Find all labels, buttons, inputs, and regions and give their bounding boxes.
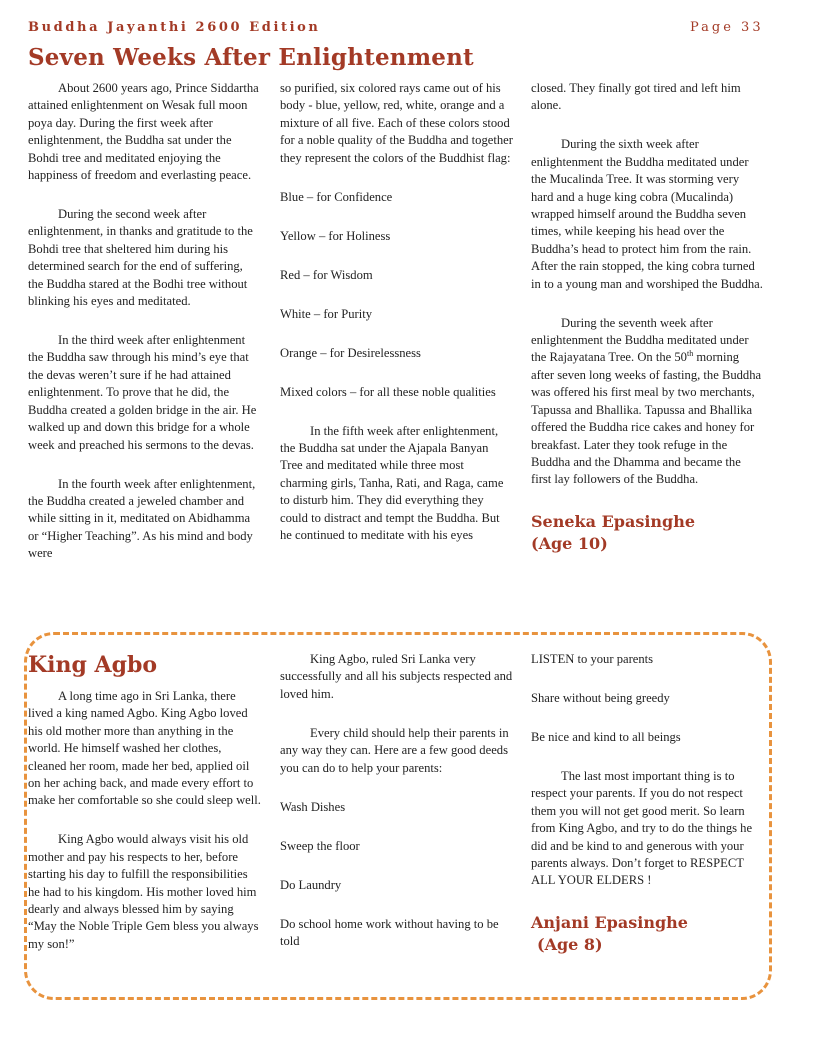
paragraph: In the fifth week after enlightenment, the Buddha sat under the Ajapala Banyan Tree and meditated while three most charming girls, Tanha, Rati, and Raga, came to disturb him. They did everything they could to distract and tempt the Buddha. But he continued to meditate with his eyes — [280, 423, 504, 543]
paragraph: so purified, six colored rays came out of his body - blue, yellow, red, white, orange and a mixture of all five. Each of these colors stood for a noble quality of the Buddha and together they represent the colors of the Buddhist flag: — [280, 81, 513, 165]
author-name: Seneka Epasinghe — [531, 511, 696, 531]
paragraph: closed. They finally got tired and left him alone. — [531, 81, 741, 113]
paragraph — [531, 315, 764, 489]
paragraph: King Agbo, ruled Sri Lanka very successfully and all his subjects respected and loved him. — [280, 652, 513, 701]
paragraph: About 2600 years ago, Prince Siddartha attained enlightenment on Wesak full moon poya day. During the first week after enlightenment, the Buddha sat under the Bohdi tree and meditated enjoying the happiness of freedom and everlasting peace. — [28, 81, 259, 183]
deed-item: Sweep the floor — [280, 838, 360, 853]
paragraph: The last most important thing is to respect your parents. If you do not respect them you will not get good merit. So learn from King Agbo, and try to do the things he did and be kind to and generous with your parents always. Don’t forget to RESPECT ALL YOUR ELDERS ! — [531, 769, 753, 888]
paragraph: Every child should help their parents in any way they can. Here are a few good deeds you can do to help your parents: — [280, 725, 509, 775]
article2-column-3 — [531, 651, 764, 956]
color-item: Red – for Wisdom — [280, 267, 373, 282]
article-title-seven-weeks: Seven Weeks After Enlightenment — [28, 44, 474, 71]
page-number: Page 33 — [690, 20, 764, 35]
article2-column-1 — [28, 688, 261, 953]
paragraph: In the third week after enlightenment the Buddha saw through his mind’s eye that the devas weren’t sure if he had attained enlightenment. To prove that he did, the Buddha created a golden bridge in the air. He walked up and down this bridge for a whole week and preached his sermons to the devas. — [28, 333, 257, 452]
color-item: Blue – for Confidence — [280, 189, 393, 204]
tip-item: Share without being greedy — [531, 691, 670, 705]
color-item: Mixed colors – for all these noble qualities — [280, 384, 496, 399]
tip-item: Be nice and kind to all beings — [531, 730, 681, 744]
paragraph: King Agbo would always visit his old mother and pay his respects to her, before starting his day to fulfill the responsibilities he had to his kingdom. His mother loved him dearly and always blessed him by saying “May the Noble Triple Gem bless you always my son!” — [28, 832, 259, 951]
deed-item: Wash Dishes — [280, 799, 346, 814]
tip-item: LISTEN to your parents — [531, 652, 654, 666]
color-item: White – for Purity — [280, 306, 372, 321]
author-age: (Age 10) — [531, 533, 608, 553]
color-item: Yellow – for Holiness — [280, 228, 391, 243]
deed-item: Do school home work without having to be told — [280, 916, 499, 949]
paragraph-text: During the seventh week after enlightenment the Buddha meditated under the Rajayatana Tree. On the 50 — [531, 315, 749, 365]
edition-header: Buddha Jayanthi 2600 Edition — [28, 20, 321, 35]
article-title-king-agbo: King Agbo — [28, 652, 158, 678]
color-item: Orange – for Desirelessness — [280, 345, 421, 360]
article2-column-2 — [280, 651, 513, 950]
paragraph: A long time ago in Sri Lanka, there lived a king named Agbo. King Agbo loved his old mother more than anything in the world. He himself washed her clothes, cleaned her room, made her bed, applied oil on her aching back, and made every effort to make her comfortable so she could sleep well. — [28, 689, 261, 808]
paragraph: During the second week after enlightenment, in thanks and gratitude to the Bohdi tree that sheltered him during his determined search for the end of suffering, the Buddha stared at the Bodhi tree without blinking his eyes and meditated. — [28, 207, 253, 309]
paragraph: In the fourth week after enlightenment, the Buddha created a jeweled chamber and while sitting in it, meditated on Abidhamma or “Higher Teaching”. As his mind and body were — [28, 476, 256, 561]
author-age: (Age 8) — [537, 934, 603, 954]
paragraph-text: morning after seven long weeks of fasting, the Buddha was offered his first meal by two merchants, Tapussa and Bhallika. Tapussa and Bhallika offered the Buddha rice cakes and honey for breakfast. Later they took refuge in the Buddha and the Dhamma and became the first lay followers of the Buddha. — [531, 350, 762, 487]
paragraph: During the sixth week after enlightenment the Buddha meditated under the Mucalinda Tree. It was storming very hard and a huge king cobra (Mucalinda) wrapped himself around the Buddha seven times, while keeping his head over the Buddha’s head to protect him from the rain. After the rain stopped, the king cobra turned in to a young man and worshiped the Buddha. — [531, 137, 763, 291]
ordinal-suffix: th — [686, 349, 694, 359]
article1-column-1 — [28, 80, 261, 563]
article1-column-3 — [531, 80, 764, 555]
author-name: Anjani Epasinghe — [531, 912, 688, 932]
article1-column-2 — [280, 80, 513, 544]
deed-item: Do Laundry — [280, 877, 342, 892]
